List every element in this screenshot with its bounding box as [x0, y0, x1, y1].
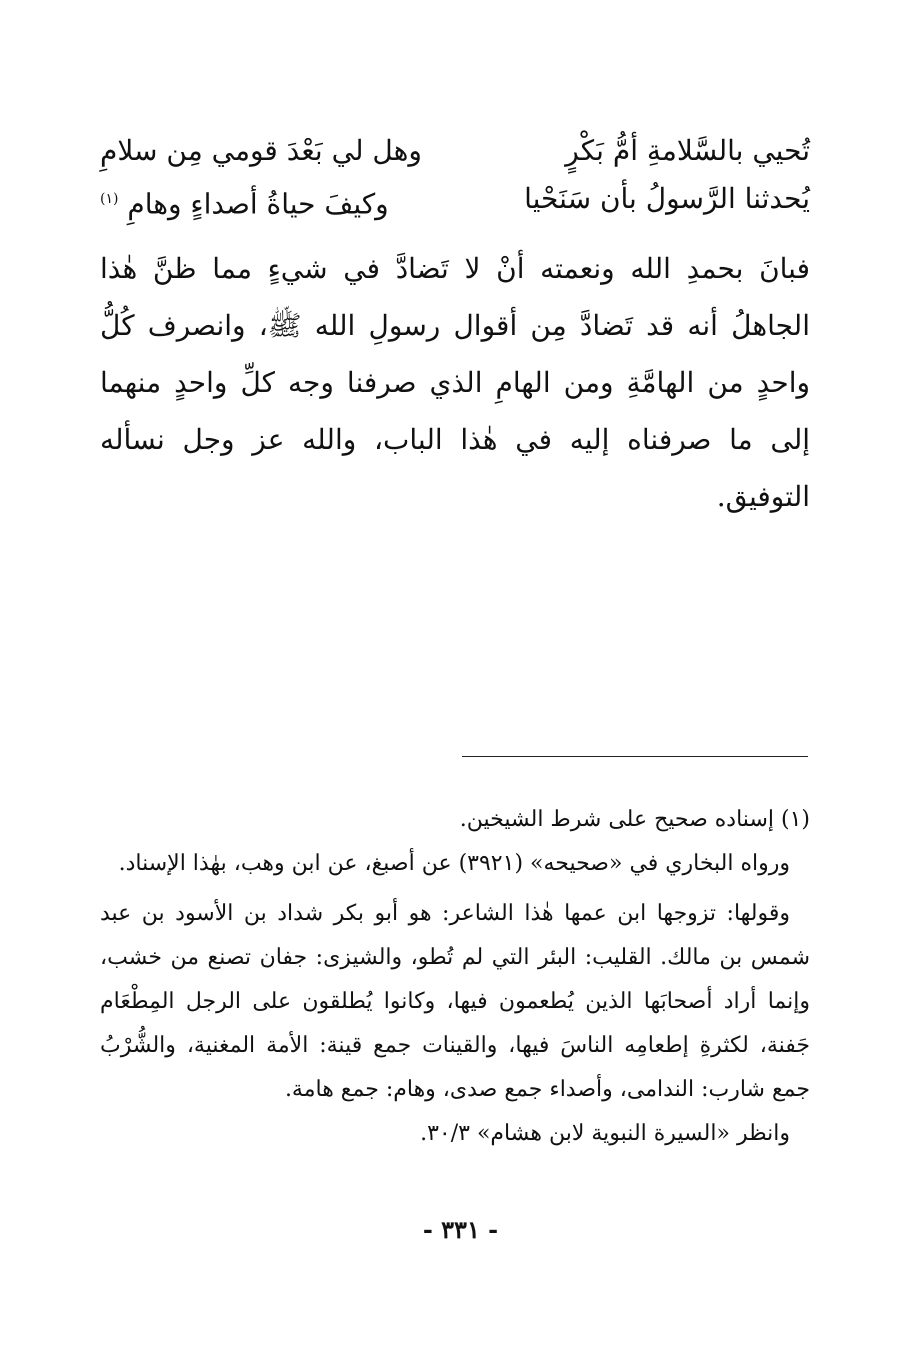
verse-2-second-hemistich-wrap — [100, 178, 389, 225]
footnote-1: (١) إسناده صحيح على شرط الشيخين. — [459, 807, 810, 832]
footnote-4: وانظر «السيرة النبوية لابن هشام» ٣٠/٣. — [420, 1121, 790, 1146]
footnote-reference: (١) — [100, 191, 119, 207]
footnote-2: ورواه البخاري في «صحيحه» (٣٩٢١) عن أصبغ، عن ابن وهب، بهٰذا الإسناد. — [118, 851, 790, 876]
footnote-3: وقولها: تزوجها ابن عمها هٰذا الشاعر: هو أبو بكر شداد بن الأسود بن عبد شمس بن مالك. القليب: البئر التي لم تُطو، والشيزى: جفان تصنع من خشب، وإنما أراد أصحابَها الذين يُطعمون فيها، وكانوا يُطلقون على الرجل المِطْعَام جَفنة، لكثرةِ إطعامِه الناسَ فيها، والقينات جمع قينة: الأمة المغنية، والشُّرْبُ جمع شارب: الندامى، وأصداء جمع صدى، وهام: جمع هامة. — [100, 901, 810, 1102]
verse-2-first-hemistich: يُحدثنا الرَّسولُ بأن سَنَحْيا — [524, 182, 810, 215]
verse-2-second-hemistich: وكيفَ حياةُ أصداءٍ وهامِ — [127, 187, 389, 221]
poem-verse-1 — [100, 130, 810, 172]
poem-verse-2 — [100, 178, 810, 220]
footnotes — [100, 798, 810, 1156]
verse-1-first-hemistich: تُحيي بالسَّلامةِ أمُّ بَكْرٍ — [565, 134, 810, 167]
page-number: - ٣٣١ - — [422, 1215, 499, 1244]
main-paragraph: فبانَ بحمدِ الله ونعمته أنْ لا تَضادَّ في شيءٍ مما ظنَّ هٰذا الجاهلُ أنه قد تَضادَّ مِن أقوال رسولِ الله ﷺ، وانصرف كُلُّ واحدٍ من الهامَّةِ ومن الهامِ الذي صرفنا وجه كلِّ واحدٍ منهما إلى ما صرفناه إليه في هٰذا الباب، والله عز وجل نسأله التوفيق. — [100, 252, 810, 513]
footnote-divider — [462, 756, 808, 757]
verse-1-second-hemistich: وهل لي بَعْدَ قومي مِن سلامِ — [100, 134, 422, 167]
